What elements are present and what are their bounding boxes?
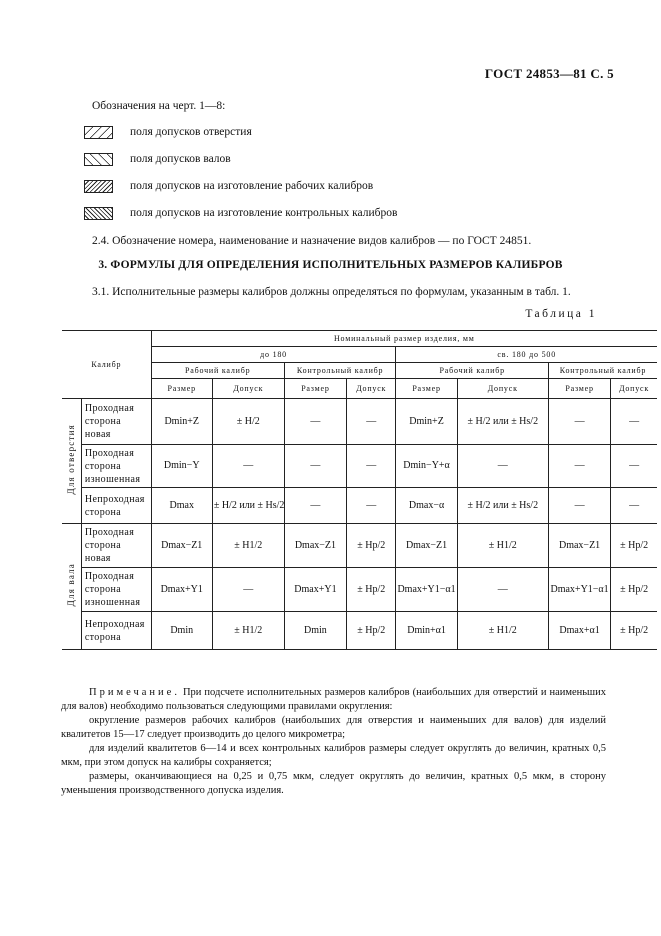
table-cell: — (548, 399, 610, 445)
note-block (61, 686, 606, 798)
row-side: Проходная сторона новая (81, 524, 151, 568)
table-cell: — (284, 488, 346, 524)
header-range-1: до 180 (151, 347, 396, 363)
legend-label: поля допусков отверстия (130, 126, 252, 138)
header-tolerance: Допуск (611, 379, 657, 399)
hatch-dense-forward-icon (84, 180, 113, 193)
header-size: Размер (151, 379, 212, 399)
legend-item (84, 178, 373, 194)
hatch-sparse-back-icon (84, 153, 113, 166)
note-para: округление размеров рабочих калибров (наибольших для отверстия и наименьших для валов) для изделий квалитетов 15—17 следует производить до целого микрометра; (61, 715, 606, 740)
table-cell: ± H/2 (212, 399, 284, 445)
row-side: Проходная сторона изношенная (81, 568, 151, 612)
header-working-2: Рабочий калибр (396, 363, 548, 379)
table-row (62, 488, 657, 524)
note-para: размеры, оканчивающиеся на 0,25 и 0,75 мкм, следует округлять до величин, кратных 0,5 мкм, в сторону уменьшения производственного допуска изделия. (61, 771, 606, 796)
table-row (62, 568, 657, 612)
table-row (62, 399, 657, 445)
page-header: ГОСТ 24853—81 С. 5 (484, 66, 614, 81)
header-control-1: Контрольный калибр (284, 363, 396, 379)
legend-label: поля допусков на изготовление рабочих калибров (130, 180, 374, 192)
header-tolerance: Допуск (347, 379, 396, 399)
table-cell: ± H/2 или ± Hs/2 (457, 399, 548, 445)
table-cell: Dmin+Z (396, 399, 457, 445)
table-label: Таблица 1 (525, 308, 597, 320)
paragraph-3-1: 3.1. Исполнительные размеры калибров должны определяться по формулам, указанным в табл. 1. (92, 286, 571, 298)
header-size: Размер (284, 379, 346, 399)
table-row (62, 445, 657, 488)
table-cell: — (347, 399, 396, 445)
table-cell: Dmin+Z (151, 399, 212, 445)
table-cell: — (212, 445, 284, 488)
header-tolerance: Допуск (457, 379, 548, 399)
group-hole (62, 399, 81, 524)
group-hole-label: Для отверстия (66, 423, 77, 495)
table-cell: ± H/2 или ± Hs/2 (212, 488, 284, 524)
table-cell: — (212, 568, 284, 612)
row-side: Проходная сторона изношенная (81, 445, 151, 488)
group-shaft (62, 524, 81, 650)
table-cell: — (284, 445, 346, 488)
table-row (62, 524, 657, 568)
row-side: Проходная сторона новая (81, 399, 151, 445)
table-cell: — (611, 445, 657, 488)
table-cell: — (457, 568, 548, 612)
table-cell: — (347, 488, 396, 524)
row-side: Непроходная сторона (81, 488, 151, 524)
table-cell: ± H1/2 (457, 612, 548, 650)
row-side: Непроходная сторона (81, 612, 151, 650)
header-control-2: Контрольный калибр (548, 363, 657, 379)
table-cell: Dmin+α1 (396, 612, 457, 650)
legend-label: поля допусков валов (130, 153, 231, 165)
table-cell: — (548, 488, 610, 524)
table-cell: Dmax−Z1 (548, 524, 610, 568)
table-cell: — (611, 488, 657, 524)
hatch-sparse-forward-icon (84, 126, 113, 139)
table-cell: ± Hp/2 (347, 568, 396, 612)
note-para (61, 686, 606, 714)
header-range-2: св. 180 до 500 (396, 347, 657, 363)
table-cell: Dmax+Y1 (284, 568, 346, 612)
hatch-dense-back-icon (84, 207, 113, 220)
table-cell: Dmax−α (396, 488, 457, 524)
table-cell: — (611, 399, 657, 445)
table-cell: Dmin−Y+α (396, 445, 457, 488)
table-cell: Dmax+Y1−α1 (548, 568, 610, 612)
note-para: для изделий квалитетов 6—14 и всех контрольных калибров размеры следует округлять до величин, кратных 0,5 мкм, при этом допуск на калибры сохраняется; (61, 743, 606, 768)
legend-intro: Обозначения на черт. 1—8: (92, 100, 226, 112)
group-shaft-label: Для вала (66, 562, 77, 607)
legend-item (84, 151, 231, 167)
table-cell: ± Hp/2 (347, 612, 396, 650)
table-cell: ± H1/2 (212, 612, 284, 650)
table-cell: ± Hp/2 (611, 612, 657, 650)
legend-label: поля допусков на изготовление контрольных калибров (130, 207, 398, 219)
table-cell: — (457, 445, 548, 488)
table-cell: — (284, 399, 346, 445)
table-cell: ± Hp/2 (611, 568, 657, 612)
table-cell: ± H1/2 (212, 524, 284, 568)
table-cell: — (548, 445, 610, 488)
table-cell: Dmax−Z1 (151, 524, 212, 568)
header-tolerance: Допуск (212, 379, 284, 399)
note-text: При подсчете исполнительных размеров калибров (наибольших для отверстий и наименьших для валов) необходимо пользоваться следующими правилами округления: (61, 687, 607, 712)
table-cell: — (347, 445, 396, 488)
table-cell: Dmax (151, 488, 212, 524)
table-cell: ± H/2 или ± Hs/2 (457, 488, 548, 524)
table-cell: ± Hp/2 (347, 524, 396, 568)
legend-item (84, 124, 252, 140)
header-kalibr: Калибр (62, 331, 151, 399)
table-cell: Dmax−Z1 (396, 524, 457, 568)
table-cell: Dmax+Y1 (151, 568, 212, 612)
table-cell: ± H1/2 (457, 524, 548, 568)
table-cell: Dmax+Y1−α1 (396, 568, 457, 612)
table-cell: Dmax+α1 (548, 612, 610, 650)
header-size: Размер (396, 379, 457, 399)
note-title: Примечание. (89, 687, 180, 698)
table-cell: Dmin (151, 612, 212, 650)
legend-item (84, 205, 397, 221)
header-nominal: Номинальный размер изделия, мм (151, 331, 657, 347)
table-row (62, 612, 657, 650)
table-cell: ± Hp/2 (611, 524, 657, 568)
header-working-1: Рабочий калибр (151, 363, 284, 379)
calibre-table (62, 330, 657, 650)
section-title: 3. ФОРМУЛЫ ДЛЯ ОПРЕДЕЛЕНИЯ ИСПОЛНИТЕЛЬНЫХ РАЗМЕРОВ КАЛИБРОВ (98, 259, 563, 271)
table-cell: Dmin−Y (151, 445, 212, 488)
table-cell: Dmin (284, 612, 346, 650)
header-size: Размер (548, 379, 610, 399)
paragraph-2-4: 2.4. Обозначение номера, наименование и назначение видов калибров — по ГОСТ 24851. (92, 235, 532, 247)
table-cell: Dmax−Z1 (284, 524, 346, 568)
